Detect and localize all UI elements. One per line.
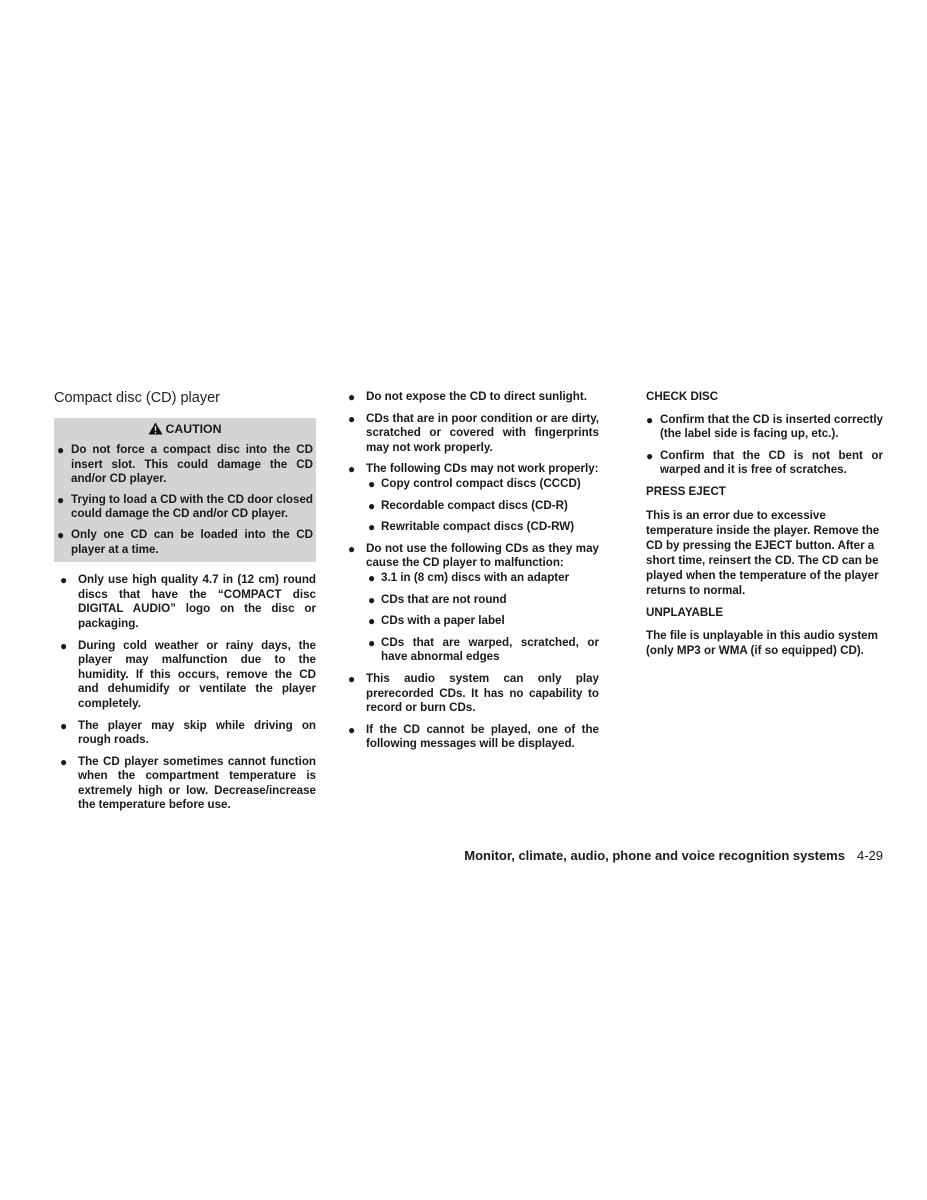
list-item: ● During cold weather or rainy days, the player may malfunction due to the humidity. If this occurs, remove the CD and dehumidify or ventilate the player completely. [60, 638, 316, 710]
list-item: ● The player may skip while driving on rough roads. [60, 718, 316, 747]
bullet-dot-icon: ● [348, 411, 356, 426]
bullet-dot-icon: ● [57, 527, 65, 542]
sub-list-item: ● Copy control compact discs (CCCD) [368, 476, 581, 491]
sub-list-item: ● CDs that are warped, scratched, or have abnormal edges [368, 635, 599, 664]
list-item: ● Do not use the following CDs as they may cause the CD player to malfunction: ● 3.1 in (8 cm) discs with an adapter ● CDs that are not round ● CDs with a paper label ● CDs that are warped, scratched, or have abnormal edges [348, 541, 599, 664]
unplayable-heading: UNPLAYABLE [646, 605, 724, 619]
bullet-dot-icon: ● [348, 722, 356, 737]
bullet-dot-icon: ● [348, 671, 356, 686]
bullet-dot-icon: ● [646, 412, 654, 427]
list-item: ● The following CDs may not work properly: ● Copy control compact discs (CCCD) ● Recordable compact discs (CD-R) ● Rewritable compact discs (CD-RW) [348, 462, 599, 535]
warning-triangle-icon [148, 422, 163, 440]
footer-chapter-title: Monitor, climate, audio, phone and voice recognition systems [464, 848, 845, 863]
column-left [54, 388, 316, 820]
bullet-dot-icon: ● [60, 754, 68, 769]
unsupported-cd-types-list [366, 477, 599, 535]
caution-list [57, 443, 313, 557]
bullet-dot-icon: ● [348, 462, 356, 477]
bullet-dot-icon: ● [60, 718, 68, 733]
bullet-dot-icon: ● [57, 492, 65, 507]
sub-list-item: ● Rewritable compact discs (CD-RW) [368, 520, 575, 535]
bullet-dot-icon: ● [368, 476, 376, 491]
bullet-dot-icon: ● [368, 614, 376, 629]
bullet-dot-icon: ● [60, 573, 68, 588]
list-item: ● CDs that are in poor condition or are dirty, scratched or covered with fingerprints may not work properly. [348, 411, 599, 454]
list-item: ● If the CD cannot be played, one of the following messages will be displayed. [348, 722, 599, 751]
press-eject-text: This is an error due to excessive temperature inside the player. Remove the CD by pressing the EJECT button. After a short time, reinsert the CD. The CD can be played when the temperature of the player returns to normal. [646, 508, 880, 597]
caution-label: CAUTION [165, 422, 222, 436]
bullet-dot-icon: ● [368, 635, 376, 650]
list-item: ● Do not expose the CD to direct sunlight. [348, 390, 587, 404]
sub-list-item: ● 3.1 in (8 cm) discs with an adapter [368, 570, 570, 585]
sub-list-item: ● Recordable compact discs (CD-R) [368, 498, 568, 513]
bullet-dot-icon: ● [368, 498, 376, 513]
section-title: Compact disc (CD) player [54, 390, 220, 406]
list-item: ● Confirm that the CD is not bent or warped and it is free of scratches. [646, 448, 883, 477]
unplayable-text: The file is unplayable in this audio system (only MP3 or WMA (if so equipped) CD). [646, 629, 878, 658]
bullet-dot-icon: ● [348, 390, 356, 404]
bullet-dot-icon: ● [60, 638, 68, 653]
caution-item: ● Only one CD can be loaded into the CD player at a time. [57, 527, 313, 556]
bullet-dot-icon: ● [57, 443, 65, 457]
cd-precautions-list [342, 390, 599, 752]
malfunction-cd-list [366, 571, 599, 665]
bullet-dot-icon: ● [368, 520, 376, 535]
press-eject-heading: PRESS EJECT [646, 484, 726, 498]
check-disc-list [646, 413, 883, 478]
cd-usage-list [54, 573, 316, 813]
sub-list-item: ● CDs that are not round [368, 592, 507, 607]
sub-list-item: ● CDs with a paper label [368, 614, 505, 629]
caution-item: ● Do not force a compact disc into the CD insert slot. This could damage the CD and/or CD player. [57, 443, 313, 486]
check-disc-heading: CHECK DISC [646, 390, 719, 403]
bullet-dot-icon: ● [348, 541, 356, 556]
bullet-dot-icon: ● [368, 592, 376, 607]
caution-box [54, 418, 316, 562]
caution-header [57, 420, 313, 440]
page-number: 4-29 [856, 848, 883, 863]
bullet-dot-icon: ● [368, 570, 376, 585]
list-item: ● Confirm that the CD is inserted correctly (the label side is facing up, etc.). [646, 412, 883, 441]
list-item: ● This audio system can only play prerecorded CDs. It has no capability to record or burn CDs. [348, 671, 599, 715]
caution-item: ● Trying to load a CD with the CD door closed could damage the CD and/or CD player. [57, 492, 313, 521]
list-item: ● Only use high quality 4.7 in (12 cm) round discs that have the “COMPACT disc DIGITAL AUDIO” logo on the disc or packaging. [60, 573, 316, 630]
column-middle [342, 390, 599, 759]
bullet-dot-icon: ● [646, 448, 654, 463]
column-right [646, 390, 883, 666]
list-item: ● The CD player sometimes cannot function when the compartment temperature is extremely high or low. Decrease/increase the temperature before use. [60, 754, 316, 812]
page-footer [0, 847, 883, 865]
